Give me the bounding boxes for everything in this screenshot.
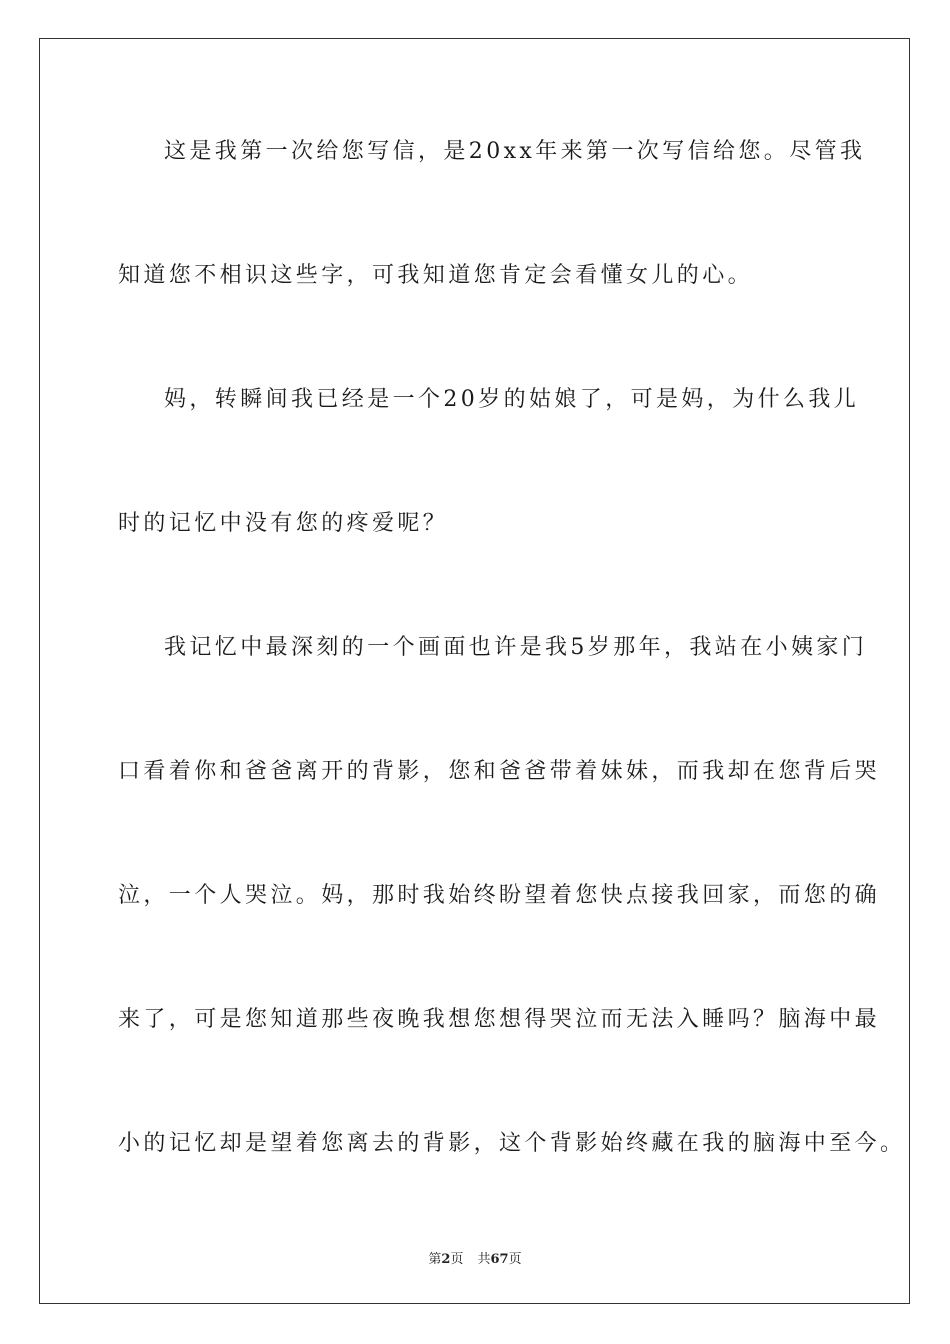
paragraph-3-line-1: 我记忆中最深刻的一个画面也许是我5岁那年，我站在小姨家门: [164, 635, 868, 660]
paragraph-3-line-4: 来了，可是您知道那些夜晚我想您想得哭泣而无法入睡吗？脑海中最: [118, 1007, 881, 1032]
total-label-prefix: 共: [477, 1252, 491, 1267]
paragraph-3-line-5: 小的记忆却是望着您离去的背影，这个背影始终藏在我的脑海中至今。: [118, 1131, 906, 1156]
page-number: 2: [441, 1252, 451, 1267]
page-label-prefix: 第: [428, 1252, 442, 1267]
page-frame: [39, 38, 910, 1304]
paragraph-2-line-2: 时的记忆中没有您的疼爱呢？: [118, 511, 449, 536]
paragraph-3-line-3: 泣，一个人哭泣。妈，那时我始终盼望着您快点接我回家，而您的确: [118, 883, 881, 908]
total-pages: 67: [490, 1252, 509, 1267]
page-footer: [0, 1248, 950, 1267]
page-label-suffix: 页: [450, 1252, 464, 1267]
paragraph-1-line-1: 这是我第一次给您写信，是20xx年来第一次写信给您。尽管我: [164, 139, 866, 164]
total-label-suffix: 页: [508, 1252, 522, 1267]
paragraph-1-line-2: 知道您不相识这些字，可我知道您肯定会看懂女儿的心。: [118, 263, 754, 288]
paragraph-3-line-2: 口看着你和爸爸离开的背影，您和爸爸带着妹妹，而我却在您背后哭: [118, 759, 881, 784]
paragraph-2-line-1: 妈，转瞬间我已经是一个20岁的姑娘了，可是妈，为什么我儿: [164, 387, 860, 412]
